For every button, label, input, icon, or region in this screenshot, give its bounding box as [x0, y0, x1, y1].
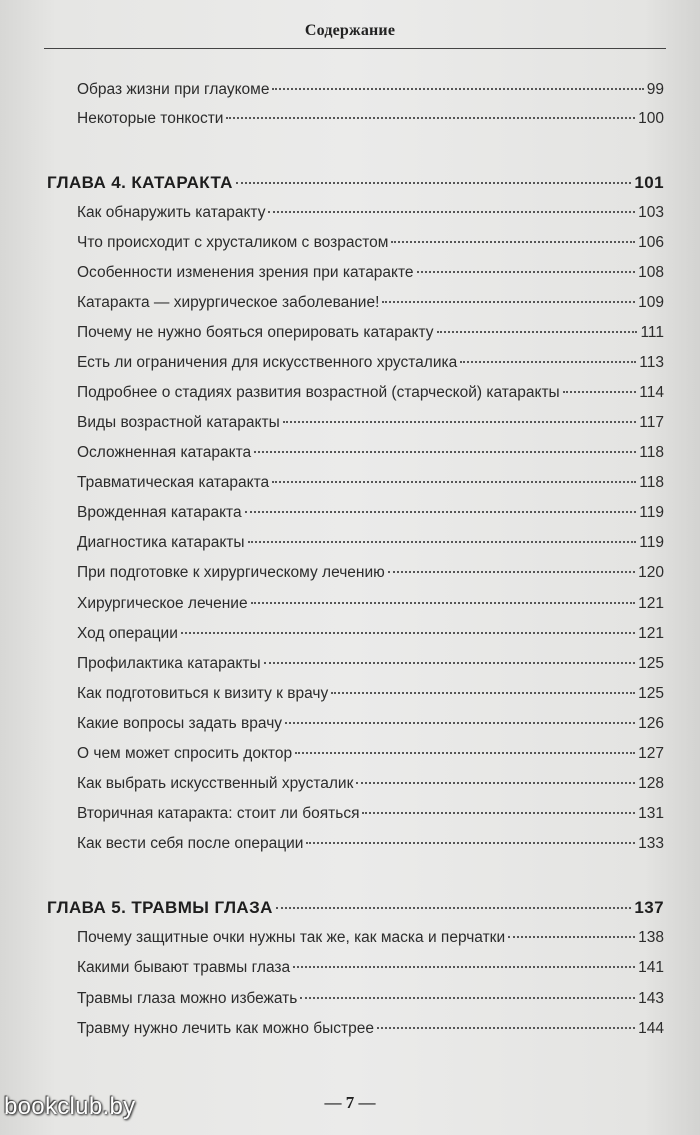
dot-leader — [306, 842, 635, 844]
toc-entry-page: 117 — [639, 414, 664, 431]
dot-leader — [382, 301, 635, 303]
toc-entry-title: ГЛАВА 4. КАТАРАКТА — [47, 173, 233, 192]
toc-entry-title: ГЛАВА 5. ТРАВМЫ ГЛАЗА — [47, 898, 273, 917]
dot-leader — [508, 936, 635, 938]
toc-entry-page: 125 — [638, 655, 664, 672]
running-head: Содержание — [304, 22, 396, 39]
toc-entry-title: Диагностика катаракты — [77, 534, 245, 551]
dot-leader — [563, 391, 637, 393]
toc-entry — [77, 622, 664, 646]
dot-leader — [293, 966, 635, 968]
toc-entry-title: Вторичная катаракта: стоит ли бояться — [77, 805, 360, 822]
dot-leader — [285, 722, 635, 724]
toc-entry-page: 141 — [638, 959, 664, 976]
toc-entry-title: Есть ли ограничения для искусственного хрусталика — [77, 354, 458, 371]
dot-leader — [254, 451, 636, 453]
dot-leader — [283, 421, 637, 423]
toc-entry — [77, 291, 664, 315]
toc-entry-page: 133 — [638, 835, 664, 852]
toc-entry-page: 113 — [639, 354, 664, 371]
toc-entry — [77, 501, 664, 525]
toc-entry-page: 108 — [638, 264, 664, 281]
dot-leader — [276, 907, 632, 909]
toc-entry-title: Травму нужно лечить как можно быстрее — [77, 1020, 375, 1037]
toc-entry-page: 143 — [638, 990, 664, 1007]
toc-entry-title: При подготовке к хирургическому лечению — [77, 564, 385, 581]
toc-entry-title: Хирургическое лечение — [77, 595, 248, 612]
toc-entry-page: 137 — [634, 898, 664, 917]
dot-leader — [300, 997, 635, 999]
toc-entry — [77, 956, 664, 980]
toc-entry-page: 121 — [638, 595, 664, 612]
dot-leader — [248, 541, 637, 543]
toc-entry-title: Почему не нужно бояться оперировать катаракту — [77, 324, 434, 341]
toc-entry-page: 144 — [638, 1020, 664, 1037]
toc-entry-page: 114 — [639, 384, 664, 401]
dot-leader — [272, 481, 636, 483]
dot-leader — [356, 782, 635, 784]
toc-entry-title: О чем может спросить доктор — [77, 745, 293, 762]
dot-leader — [417, 271, 636, 273]
toc-entry — [77, 321, 664, 345]
toc-entry-page: 118 — [639, 444, 664, 461]
dot-leader — [388, 571, 635, 573]
toc-entry-page: 99 — [646, 81, 664, 98]
toc-entry-title: Осложненная катаракта — [77, 444, 252, 461]
toc-entry-page: 103 — [638, 204, 664, 221]
dot-leader — [264, 662, 636, 664]
toc-entry — [77, 201, 664, 225]
toc-entry-title: Катаракта — хирургическое заболевание! — [77, 294, 380, 311]
toc-entry-title: Профилактика катаракты — [77, 655, 261, 672]
toc-entry — [77, 231, 664, 255]
page-number: — 7 — — [324, 1093, 376, 1112]
dot-leader — [437, 331, 638, 333]
toc-entry-title: Некоторые тонкости — [77, 110, 224, 127]
dot-leader — [236, 182, 632, 184]
toc-entry — [77, 381, 664, 405]
dot-leader — [245, 511, 637, 513]
toc-entry — [77, 832, 664, 856]
toc-entry — [77, 652, 664, 676]
toc-entry-title: Травмы глаза можно избежать — [77, 990, 298, 1007]
toc-entry-title: Как выбрать искусственный хрусталик — [77, 775, 354, 792]
toc-entry — [77, 592, 664, 616]
toc-entry-page: 106 — [638, 234, 664, 251]
toc-entry — [77, 802, 664, 826]
dot-leader — [295, 752, 635, 754]
toc-entry-title: Какие вопросы задать врачу — [77, 715, 283, 732]
watermark: bookclub.by — [4, 1093, 136, 1120]
dot-leader — [181, 632, 635, 634]
toc-entry — [77, 441, 664, 465]
header-rule — [44, 48, 666, 49]
toc-entry-title: Ход операции — [77, 625, 178, 642]
toc-entry-page: 128 — [638, 775, 664, 792]
toc-entry-page: 131 — [638, 805, 664, 822]
dot-leader — [362, 812, 635, 814]
toc-entry-title: Почему защитные очки нужны так же, как маска и перчатки — [77, 929, 506, 946]
toc-entry — [77, 107, 664, 131]
toc-entry — [77, 351, 664, 375]
toc-entry-title: Врожденная катаракта — [77, 504, 242, 521]
toc-entry — [77, 742, 664, 766]
toc-entry-title: Как вести себя после операции — [77, 835, 304, 852]
dot-leader — [272, 88, 643, 90]
toc-entry-title: Особенности изменения зрения при катаракте — [77, 264, 414, 281]
toc-entry-title: Травматическая катаракта — [77, 474, 270, 491]
toc-entry — [77, 712, 664, 736]
toc-entry-page: 126 — [638, 715, 664, 732]
toc-entry-title: Как подготовиться к визиту к врачу — [77, 685, 329, 702]
toc-entry — [77, 471, 664, 495]
dot-leader — [251, 602, 636, 604]
dot-leader — [391, 241, 635, 243]
toc-entry-page: 125 — [638, 685, 664, 702]
toc-entry — [77, 987, 664, 1011]
toc-entry — [77, 926, 664, 950]
toc-chapter-heading — [47, 896, 664, 920]
toc-entry-page: 100 — [638, 110, 664, 127]
toc-entry — [77, 78, 664, 102]
dot-leader — [377, 1027, 635, 1029]
dot-leader — [268, 211, 635, 213]
toc-entry-page: 119 — [639, 534, 664, 551]
toc-entry-title: Что происходит с хрусталиком с возрастом — [77, 234, 389, 251]
dot-leader — [331, 692, 635, 694]
toc-entry-title: Подробнее о стадиях развития возрастной (старческой) катаракты — [77, 384, 560, 401]
toc-entry — [77, 561, 664, 585]
toc-entry-page: 111 — [640, 324, 664, 341]
toc-entry-title: Какими бывают травмы глаза — [77, 959, 291, 976]
toc-entry-page: 119 — [639, 504, 664, 521]
toc-entry-page: 121 — [638, 625, 664, 642]
toc-entry-page: 127 — [638, 745, 664, 762]
dot-leader — [226, 117, 635, 119]
toc-entry-page: 118 — [639, 474, 664, 491]
toc-entry — [77, 1017, 664, 1041]
toc-entry-page: 109 — [638, 294, 664, 311]
toc-entry-page: 138 — [638, 929, 664, 946]
toc-entry-title: Образ жизни при глаукоме — [77, 81, 270, 98]
toc-entry — [77, 411, 664, 435]
toc-chapter-heading — [47, 171, 664, 195]
toc-entry — [77, 531, 664, 555]
toc-entry-page: 120 — [638, 564, 664, 581]
dot-leader — [460, 361, 636, 363]
toc-entry-page: 101 — [634, 173, 664, 192]
toc-entry-title: Как обнаружить катаракту — [77, 204, 266, 221]
toc-entry — [77, 261, 664, 285]
toc-entry-title: Виды возрастной катаракты — [77, 414, 280, 431]
toc-entry — [77, 682, 664, 706]
toc-entry — [77, 772, 664, 796]
